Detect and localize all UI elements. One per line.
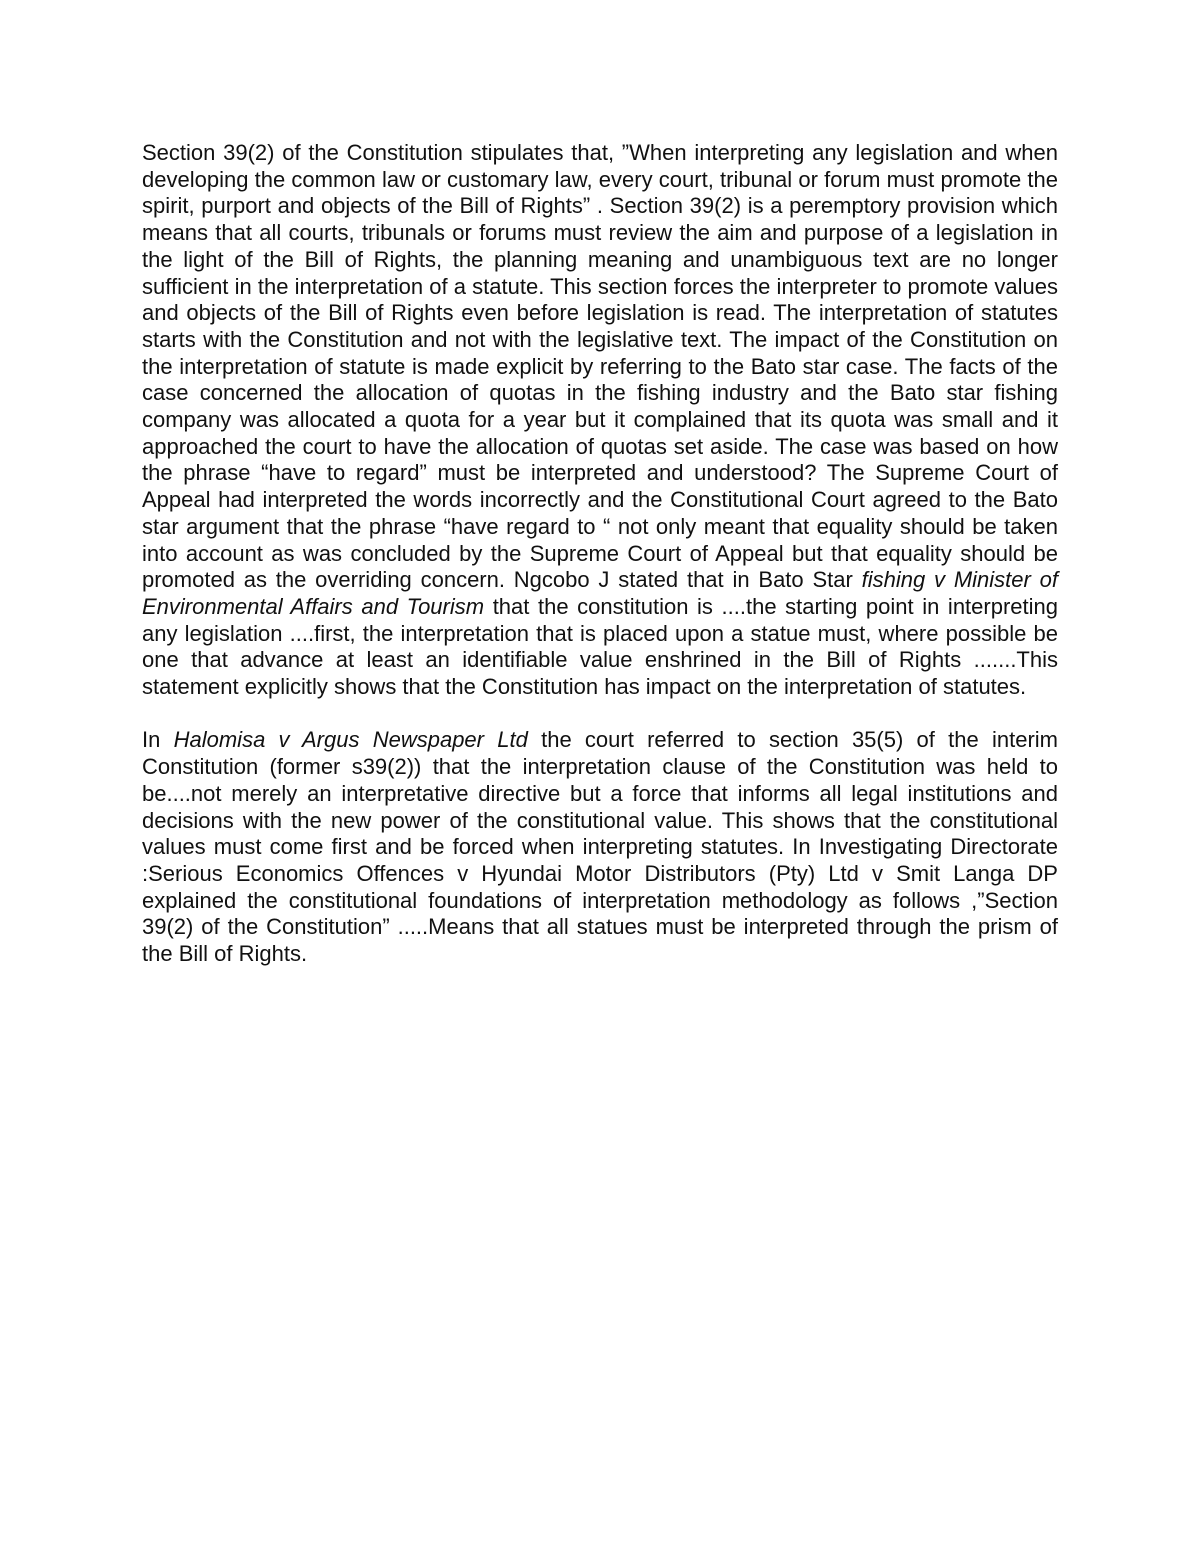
paragraph-section-39-2 [142, 140, 1058, 701]
case-name-halomisa: Halomisa v Argus Newspaper Ltd [173, 727, 528, 753]
case-name-bato-star: fishing v Minister of Environmental Affairs and Tourism [142, 567, 1058, 619]
paragraph-text: In [142, 727, 174, 753]
paragraph-text: the court referred to section 35(5) of the interim Constitution (former s39(2)) that the interpretation clause of the Constitution was held to be....not merely an interpretative directive but a force that informs all legal institutions and decisions with the new power of the constitutional value. This shows that the constitutional values must come first and be forced when interpreting statutes. In Investigating Directorate :Serious Economics Offences v Hyundai Motor Distributors (Pty) Ltd v Smit Langa DP explained the constitutional foundations of interpretation methodology as follows ,”Section 39(2) of the Constitution” .....Means that all statues must be interpreted through the prism of the Bill of Rights. [142, 727, 1058, 967]
document-page [142, 140, 1058, 994]
paragraph-text: Section 39(2) of the Constitution stipulates that, ”When interpreting any legislation and when developing the common law or customary law, every court, tribunal or forum must promote the spirit, purport and objects of the Bill of Rights” . Section 39(2) is a peremptory provision which means that all courts, tribunals or forums must review the aim and purpose of a legislation in the light of the Bill of Rights, the planning meaning and unambiguous text are no longer sufficient in the interpretation of a statute. This section forces the interpreter to promote values and objects of the Bill of Rights even before legislation is read. The interpretation of statutes starts with the Constitution and not with the legislative text. The impact of the Constitution on the interpretation of statute is made explicit by referring to the Bato star case. The facts of the case concerned the allocation of quotas in the fishing industry and the Bato star fishing company was allocated a quota for a year but it complained that its quota was small and it approached the court to have the allocation of quotas set aside. The case was based on how the phrase “have to regard” must be interpreted and understood? The Supreme Court of Appeal had interpreted the words incorrectly and the Constitutional Court agreed to the Bato star argument that the phrase “have regard to “ not only meant that equality should be taken into account as was concluded by the Supreme Court of Appeal but that equality should be promoted as the overriding concern. Ngcobo J stated that in Bato Star [142, 140, 1058, 593]
paragraph-halomisa [142, 727, 1058, 967]
paragraph-text: that the constitution is ....the starting point in interpreting any legislation ....first, the interpretation that is placed upon a statue must, where possible be one that advance at least an identifiable value enshrined in the Bill of Rights .......This statement explicitly shows that the Constitution has impact on the interpretation of statutes. [142, 593, 1058, 700]
